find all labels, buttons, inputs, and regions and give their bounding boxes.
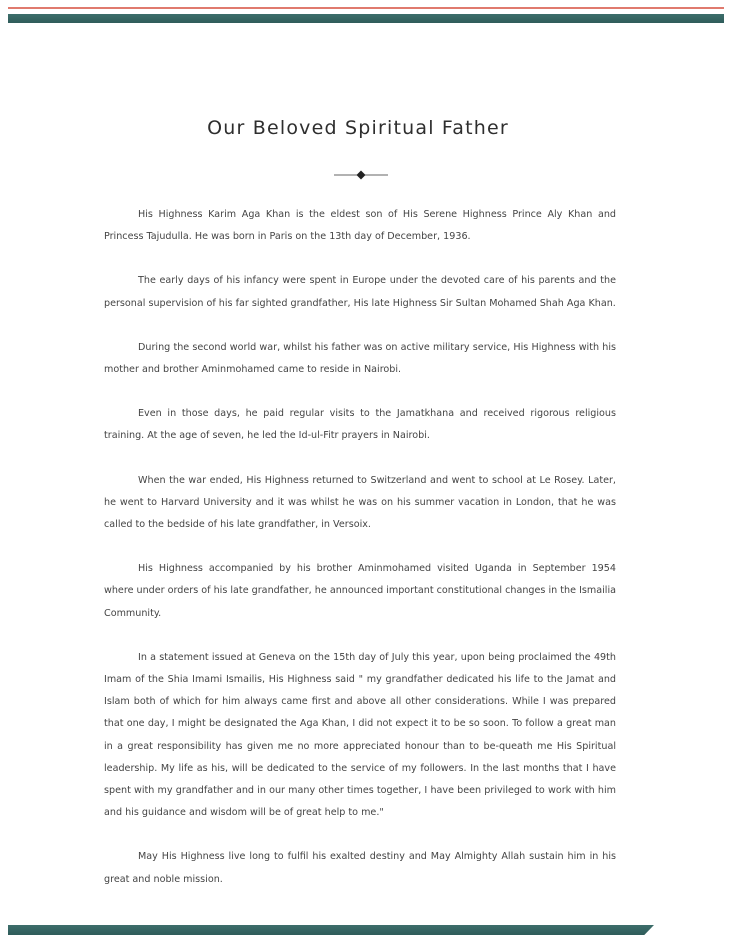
paragraph-2: The early days of his infancy were spent in Europe under the devoted care of his parents and the personal supervision of his far sighted grandfather, His late Highness Sir Sultan Mohamed Shah Aga Khan. <box>104 275 616 309</box>
paragraph-8: May His Highness live long to fulfil his exalted destiny and May Almighty Allah sustain him in his great and noble mission. <box>104 851 616 885</box>
paragraph-3: During the second world war, whilst his father was on active military service, His Highness with his mother and brother Aminmohamed came to reside in Nairobi. <box>104 341 616 376</box>
paragraph-6: His Highness accompanied by his brother Aminmohamed visited Uganda in September 1954 where under orders of his late grandfather, he announced important constitutional changes in the Ismailia Community. <box>104 563 616 619</box>
paragraph-5: When the war ended, His Highness returned to Switzerland and went to school at Le Rosey. Later, he went to Harvard University and it was whilst he was on his summer vacation in London, that he was called to the bedside of his late grandfather, in Versoix. <box>104 474 616 531</box>
diamond-divider-icon <box>334 169 388 181</box>
bottom-decorative-band <box>8 925 654 935</box>
paragraph-1: His Highness Karim Aga Khan is the eldest son of His Serene Highness Prince Aly Khan and Princess Tajudulla. He was born in Paris on the 13th day of December, 1936. <box>104 209 616 243</box>
top-red-rule <box>8 7 724 9</box>
paragraph-4: Even in those days, he paid regular visits to the Jamatkhana and received rigorous religious training. At the age of seven, he led the Id-ul-Fitr prayers in Nairobi. <box>104 408 616 442</box>
paragraph-7: In a statement issued at Geneva on the 15th day of July this year, upon being proclaimed the 49th Imam of the Shia Imami Ismailis, His Highness said " my grandfather dedicated his life to the Jamat and Islam both of which for him always came first and above all other considerations. While I was prepared that one day, I might be designated the Aga Khan, I did not expect it to be so soon. To follow a great man in a great responsibility has given me no more appreciated honour than to be-queath me His Spiritual leadership. My life as his, will be dedicated to the service of my followers. In the last months that I have spent with my grandfather and in our many other times together, I have been privileged to work with him and his guidance and wisdom will be of great help to me." <box>104 651 616 819</box>
page-title: Our Beloved Spiritual Father <box>207 117 509 139</box>
article-body <box>104 204 616 913</box>
top-decorative-band <box>8 14 724 23</box>
